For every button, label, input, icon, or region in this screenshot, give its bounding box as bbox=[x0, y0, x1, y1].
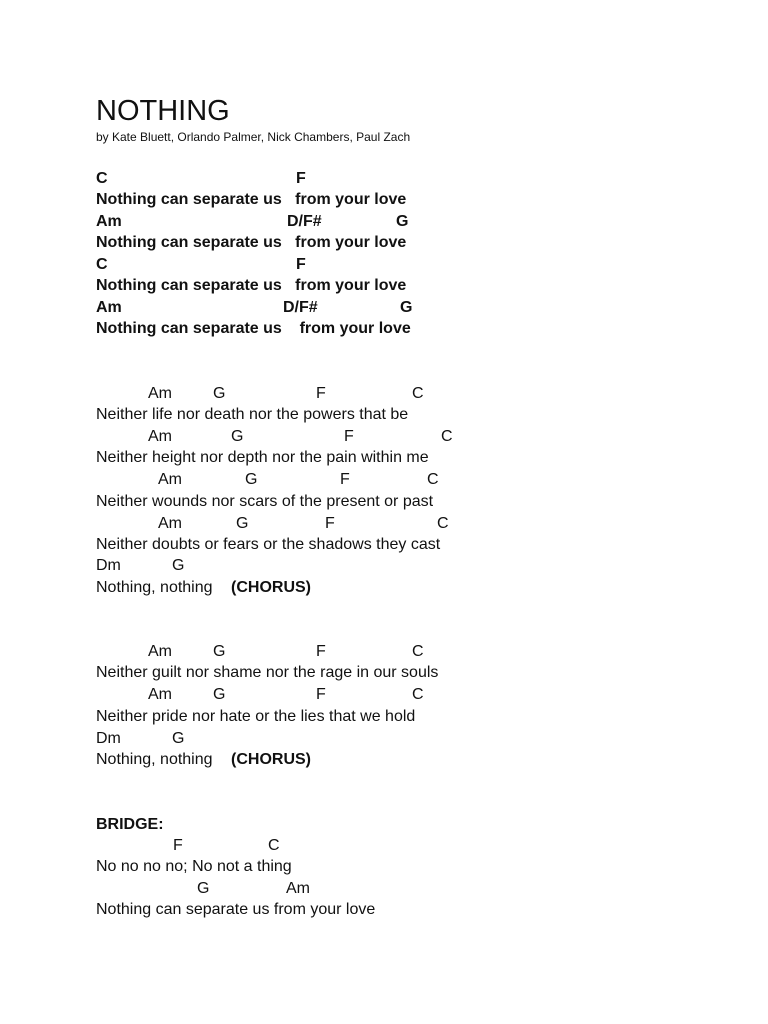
chord: G bbox=[400, 299, 413, 316]
lyric-line: Neither doubts or fears or the shadows they cast bbox=[96, 536, 441, 553]
lyric-line: Neither pride nor hate or the lies that we hold bbox=[96, 708, 416, 725]
chord: Am bbox=[148, 643, 172, 660]
chord: Am bbox=[158, 471, 182, 488]
chord-line bbox=[96, 469, 736, 491]
chord: Am bbox=[96, 299, 122, 316]
section-label: BRIDGE: bbox=[96, 816, 164, 833]
chord: C bbox=[96, 170, 108, 187]
chord: Am bbox=[148, 385, 172, 402]
chord: C bbox=[412, 385, 424, 402]
chord: G bbox=[245, 471, 258, 488]
chord-line bbox=[96, 254, 736, 276]
lyric-text: Nothing, nothing bbox=[96, 579, 213, 596]
chord: F bbox=[344, 428, 354, 445]
lyric-line: Neither life nor death nor the powers that be bbox=[96, 406, 409, 423]
chord-line bbox=[96, 835, 736, 857]
chord: G bbox=[197, 880, 210, 897]
chord: G bbox=[213, 385, 226, 402]
chord-line bbox=[96, 641, 736, 663]
chorus-tag: (CHORUS) bbox=[231, 579, 311, 596]
chord: Dm bbox=[96, 557, 121, 574]
chord: F bbox=[316, 643, 326, 660]
chord: G bbox=[172, 557, 185, 574]
chorus-tag: (CHORUS) bbox=[231, 751, 311, 768]
chord: F bbox=[296, 256, 306, 273]
songwriter-credits: by Kate Bluett, Orlando Palmer, Nick Chambers, Paul Zach bbox=[96, 130, 411, 144]
lyric-line: Nothing can separate us from your love bbox=[96, 901, 376, 918]
chord: C bbox=[441, 428, 453, 445]
lyric-line bbox=[96, 749, 736, 771]
chord: G bbox=[236, 515, 249, 532]
chord: Am bbox=[286, 880, 310, 897]
chord-line bbox=[96, 684, 736, 706]
chord-line bbox=[96, 513, 736, 535]
lyric-line: Neither height nor depth nor the pain within me bbox=[96, 449, 429, 466]
chord-line bbox=[96, 168, 736, 190]
lyric-line bbox=[96, 577, 736, 599]
chord-line bbox=[96, 878, 736, 900]
chord: D/F# bbox=[283, 299, 318, 316]
chord-line bbox=[96, 297, 736, 319]
chord: F bbox=[325, 515, 335, 532]
chord: F bbox=[316, 686, 326, 703]
chord: C bbox=[412, 686, 424, 703]
chord: C bbox=[412, 643, 424, 660]
chord: G bbox=[213, 686, 226, 703]
chord: G bbox=[396, 213, 409, 230]
chord-line bbox=[96, 211, 736, 233]
lyric-line: Neither wounds nor scars of the present or past bbox=[96, 493, 434, 510]
chord: G bbox=[231, 428, 244, 445]
chord-line bbox=[96, 426, 736, 448]
chord: Am bbox=[158, 515, 182, 532]
chord: C bbox=[96, 256, 108, 273]
chord: F bbox=[296, 170, 306, 187]
chord: G bbox=[172, 730, 185, 747]
chord-line bbox=[96, 383, 736, 405]
chord-line bbox=[96, 555, 736, 577]
chord: F bbox=[340, 471, 350, 488]
chord: Am bbox=[148, 428, 172, 445]
lyric-line: Nothing can separate us from your love bbox=[96, 191, 407, 208]
lyric-line: Neither guilt nor shame nor the rage in our souls bbox=[96, 664, 439, 681]
lyric-text: Nothing, nothing bbox=[96, 751, 213, 768]
chord-line bbox=[96, 728, 736, 750]
chord: C bbox=[437, 515, 449, 532]
chord: D/F# bbox=[287, 213, 322, 230]
chord: G bbox=[213, 643, 226, 660]
lyric-line: Nothing can separate us from your love bbox=[96, 320, 411, 337]
lyric-line: Nothing can separate us from your love bbox=[96, 277, 407, 294]
lyric-line: No no no no; No not a thing bbox=[96, 858, 292, 875]
chord: C bbox=[268, 837, 280, 854]
song-title: NOTHING bbox=[96, 95, 230, 127]
chord: Dm bbox=[96, 730, 121, 747]
lyric-line: Nothing can separate us from your love bbox=[96, 234, 407, 251]
chord: F bbox=[173, 837, 183, 854]
chord: Am bbox=[96, 213, 122, 230]
chord: Am bbox=[148, 686, 172, 703]
chord: C bbox=[427, 471, 439, 488]
chord: F bbox=[316, 385, 326, 402]
